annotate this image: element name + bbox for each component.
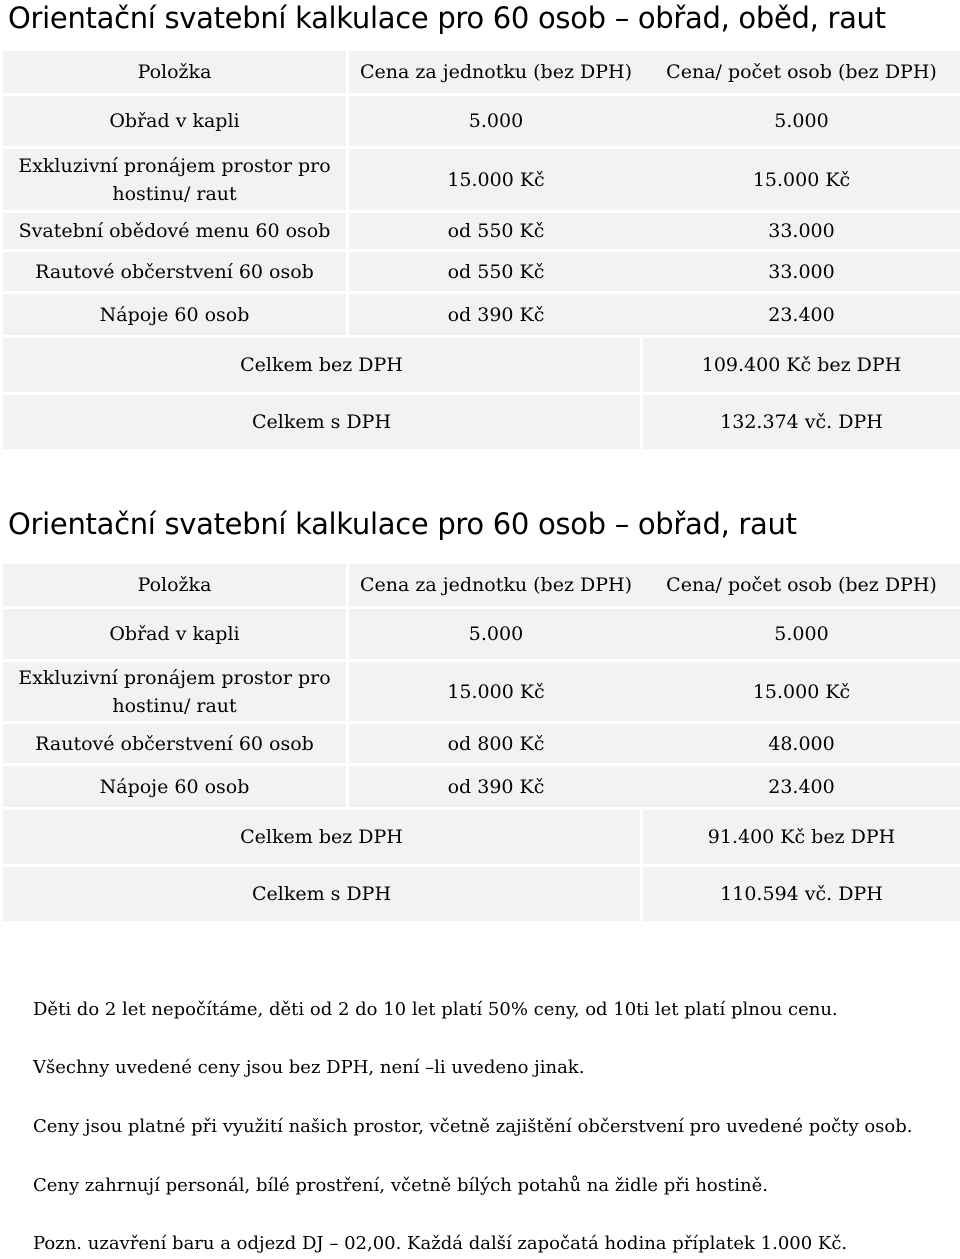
header-item: Položka	[3, 51, 349, 93]
item-name: Rautové občerstvení 60 osob	[3, 252, 349, 291]
total-without-vat-row	[3, 807, 960, 864]
item-name: Exkluzivní pronájem prostor pro hostinu/ raut	[3, 149, 349, 210]
unit-price: od 390 Kč	[447, 303, 545, 326]
item-name: Rautové občerstvení 60 osob	[3, 724, 349, 763]
total-price: 23.400	[768, 303, 835, 326]
header-item: Položka	[3, 564, 349, 606]
note-children: Děti do 2 let nepočítáme, děti od 2 do 10 let platí 50% ceny, od 10ti let platí plnou cenu.	[33, 999, 838, 1020]
section1-table	[3, 51, 960, 449]
table-row	[3, 146, 960, 210]
header-per-count-price: Cena/ počet osob (bez DPH)	[666, 574, 937, 596]
item-name: Nápoje 60 osob	[3, 766, 349, 807]
total-with-vat-row	[3, 864, 960, 921]
total-price: 33.000	[768, 260, 835, 283]
total-without-vat-value: 91.400 Kč bez DPH	[707, 826, 896, 848]
table-header-row	[3, 564, 960, 606]
table-row	[3, 606, 960, 659]
total-price: 5.000	[774, 623, 829, 645]
table-header-row	[3, 51, 960, 93]
table-row	[3, 249, 960, 291]
note-vat: Všechny uvedené ceny jsou bez DPH, není –li uvedeno jinak.	[33, 1057, 585, 1078]
item-name: Obřad v kapli	[3, 609, 349, 659]
section1-title: Orientační svatební kalkulace pro 60 osob – obřad, oběd, raut	[8, 1, 886, 35]
table-row	[3, 93, 960, 146]
unit-price: od 550 Kč	[447, 220, 545, 242]
section2-title: Orientační svatební kalkulace pro 60 osob – obřad, raut	[8, 507, 797, 541]
unit-price: od 390 Kč	[447, 775, 545, 798]
table-row	[3, 763, 960, 807]
total-with-vat-label: Celkem s DPH	[3, 867, 643, 921]
header-per-count-price: Cena/ počet osob (bez DPH)	[666, 61, 937, 83]
note-includes: Ceny zahrnují personál, bílé prostření, včetně bílých potahů na židle při hostině.	[33, 1175, 768, 1196]
total-price: 33.000	[768, 220, 835, 242]
total-with-vat-row	[3, 392, 960, 449]
table-row	[3, 721, 960, 763]
section2-table	[3, 564, 960, 921]
total-without-vat-label: Celkem bez DPH	[3, 338, 643, 392]
header-unit-price: Cena za jednotku (bez DPH)	[359, 61, 633, 83]
item-name: Nápoje 60 osob	[3, 294, 349, 335]
header-unit-price: Cena za jednotku (bez DPH)	[359, 574, 633, 596]
unit-price: 5.000	[468, 623, 524, 645]
unit-price: od 800 Kč	[447, 732, 545, 755]
total-price: 48.000	[768, 732, 835, 755]
total-price: 5.000	[774, 110, 829, 132]
table-row	[3, 659, 960, 721]
item-name: Svatební obědové menu 60 osob	[3, 213, 349, 249]
unit-price: 5.000	[468, 110, 524, 132]
table-row	[3, 210, 960, 249]
total-with-vat-value: 132.374 vč. DPH	[720, 411, 883, 433]
total-with-vat-label: Celkem s DPH	[3, 395, 643, 449]
unit-price: od 550 Kč	[447, 260, 545, 283]
table-row	[3, 291, 960, 335]
item-name: Obřad v kapli	[3, 96, 349, 146]
total-price: 23.400	[768, 775, 835, 798]
total-without-vat-row	[3, 335, 960, 392]
total-with-vat-value: 110.594 vč. DPH	[720, 883, 883, 905]
item-name: Exkluzivní pronájem prostor pro hostinu/ raut	[3, 662, 349, 721]
total-without-vat-label: Celkem bez DPH	[3, 810, 643, 864]
total-price: 15.000 Kč	[752, 168, 851, 191]
total-without-vat-value: 109.400 Kč bez DPH	[701, 354, 902, 376]
note-validity: Ceny jsou platné při využití našich prostor, včetně zajištění občerstvení pro uvedené počty osob.	[33, 1116, 913, 1137]
unit-price: 15.000 Kč	[447, 680, 545, 703]
total-price: 15.000 Kč	[752, 680, 851, 703]
note-bar: Pozn. uzavření baru a odjezd DJ – 02,00. Každá další započatá hodina příplatek 1.000 Kč.	[33, 1233, 848, 1254]
unit-price: 15.000 Kč	[447, 168, 545, 191]
